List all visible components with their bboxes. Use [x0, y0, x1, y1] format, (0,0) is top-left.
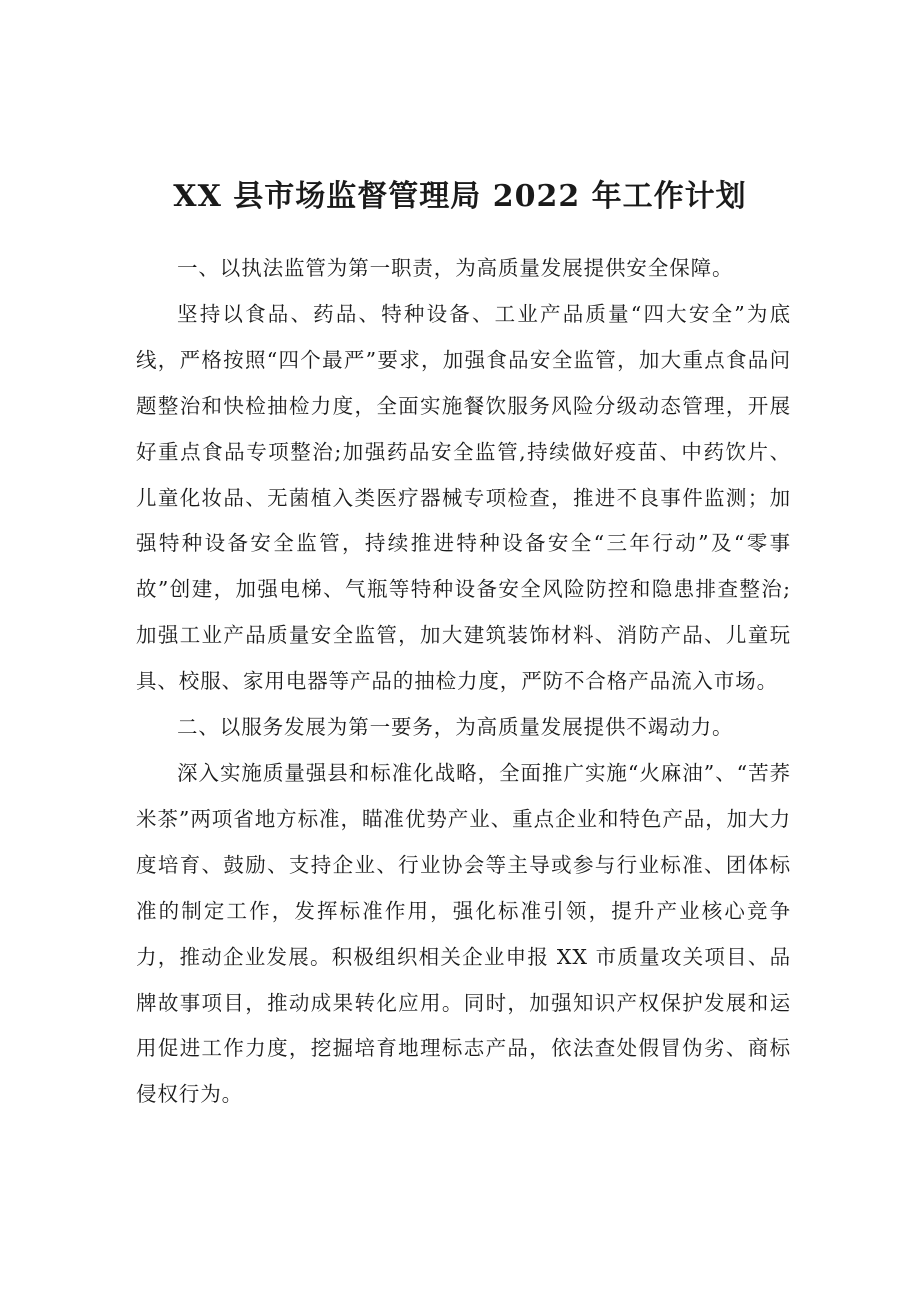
document-body	[136, 246, 791, 1118]
heading-section-1: 一、以执法监管为第一职责，为高质量发展提供安全保障。	[177, 256, 734, 280]
paragraph-section-1: 坚持以食品、药品、特种设备、工业产品质量“四大安全”为底线，严格按照“四个最严”要求，加强食品安全监管，加大重点食品问题整治和快检抽检力度，全面实施餐饮服务风险分级动态管理，开展好重点食品专项整治;加强药品安全监管,持续做好疫苗、中药饮片、儿童化妆品、无菌植入类医疗器械专项检查，推进不良事件监测；加强特种设备安全监管，持续推进特种设备安全“三年行动”及“零事故”创建，加强电梯、气瓶等特种设备安全风险防控和隐患排查整治;加强工业产品质量安全监管，加大建筑装饰材料、消防产品、儿童玩具、校服、家用电器等产品的抽检力度，严防不合格产品流入市场。	[136, 301, 791, 694]
paragraph-section-2: 深入实施质量强县和标准化战略，全面推广实施“火麻油”、“苦荞米茶”两项省地方标准，瞄准优势产业、重点企业和特色产品，加大力度培育、鼓励、支持企业、行业协会等主导或参与行业标准、团体标准的制定工作，发挥标准作用，强化标准引领，提升产业核心竞争力，推动企业发展。积极组织相关企业申报 XX 市质量攻关项目、品牌故事项目，推动成果转化应用。同时，加强知识产权保护发展和运用促进工作力度，挖掘培育地理标志产品，依法查处假冒伪劣、商标侵权行为。	[136, 760, 791, 1107]
document-title: XX 县市场监督管理局 2022 年工作计划	[173, 179, 747, 214]
heading-section-2: 二、以服务发展为第一要务，为高质量发展提供不竭动力。	[177, 715, 734, 740]
